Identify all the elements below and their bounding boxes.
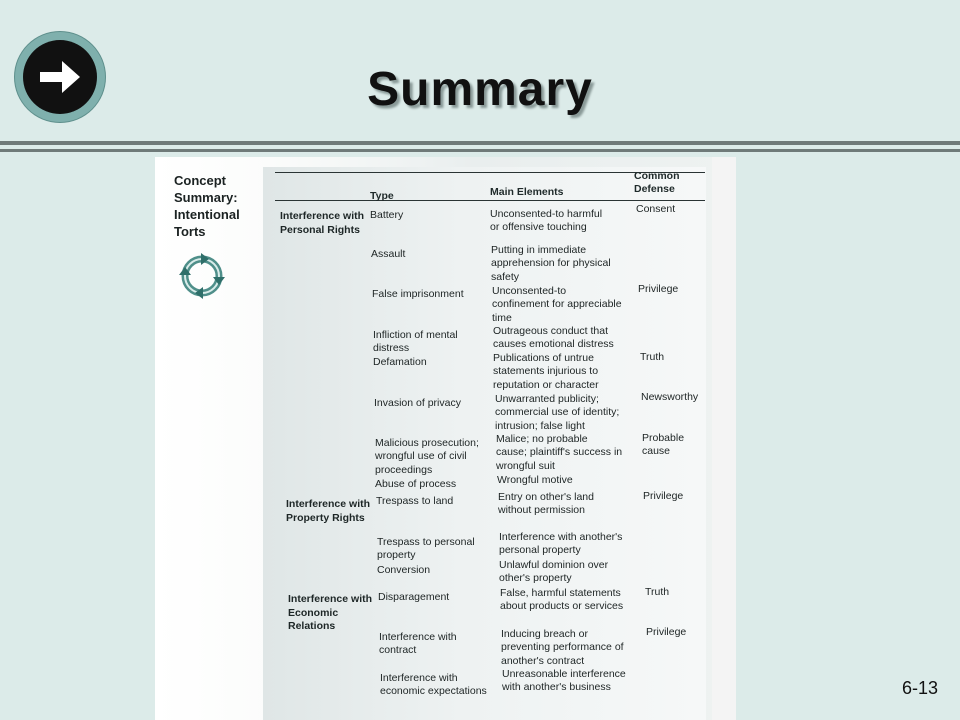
defense-privilege-land: Privilege	[643, 490, 684, 502]
type-conversion: Conversion	[377, 564, 431, 576]
defense-newsworthy: Newsworthy	[641, 391, 699, 403]
element-invasion-of-privacy: Unwarranted publicity; commercial use of identity; intrusion; false light	[495, 393, 620, 432]
type-disparagement: Disparagement	[378, 591, 450, 603]
type-invasion-of-privacy: Invasion of privacy	[374, 397, 461, 409]
type-trespass-personal-property: Trespass to personal property	[377, 536, 475, 562]
type-malicious-prosecution: Malicious prosecution; wrongful use of civil proceedings	[375, 437, 479, 476]
header-rule	[275, 200, 705, 201]
category-economic-relations: Interference with Economic Relations	[288, 593, 373, 632]
element-trespass-to-land: Entry on other's land without permission	[498, 491, 594, 517]
category-personal-rights: Interference with Personal Rights	[280, 210, 365, 236]
type-false-imprisonment: False imprisonment	[372, 288, 464, 300]
scanned-table-image	[155, 157, 736, 720]
defense-truth-defamation: Truth	[640, 351, 665, 363]
category-property-rights: Interference with Property Rights	[286, 498, 371, 524]
type-battery: Battery	[370, 209, 404, 221]
element-conversion: Unlawful dominion over other's property	[499, 559, 609, 585]
element-abuse-of-process: Wrongful motive	[497, 474, 573, 486]
defense-truth-disparagement: Truth	[645, 586, 670, 598]
defense-consent: Consent	[636, 203, 676, 215]
cycle-arrows-icon	[175, 249, 229, 303]
type-abuse-of-process: Abuse of process	[375, 478, 457, 490]
type-trespass-to-land: Trespass to land	[376, 495, 454, 507]
element-trespass-personal-property: Interference with another's personal property	[499, 531, 623, 557]
type-interference-expectations: Interference with economic expectations	[380, 672, 487, 698]
defense-privilege-contract: Privilege	[646, 626, 687, 638]
page-edge	[712, 157, 736, 720]
slide-title: Summary	[367, 63, 593, 116]
element-assault: Putting in immediate apprehension for physical safety	[491, 244, 611, 283]
element-defamation: Publications of untrue statements injurious to reputation or character	[493, 352, 599, 391]
header-main-elements: Main Elements	[490, 186, 564, 198]
element-interference-expectations: Unreasonable interference with another's business	[502, 668, 626, 694]
defense-probable-cause: Probable cause	[642, 432, 685, 458]
title-divider-bottom	[0, 149, 960, 152]
type-mental-distress: Infliction of mental distress	[373, 329, 458, 355]
header-type: Type	[370, 190, 394, 202]
title-divider-top	[0, 141, 960, 145]
element-battery: Unconsented-to harmful or offensive touching	[490, 208, 603, 234]
defense-privilege-imprisonment: Privilege	[638, 283, 679, 295]
header-common-defense: Common Defense	[634, 170, 680, 195]
type-defamation: Defamation	[373, 356, 427, 368]
slide-number: 6-13	[901, 678, 938, 698]
element-interference-contract: Inducing breach or preventing performance of another's contract	[501, 628, 624, 667]
element-mental-distress: Outrageous conduct that causes emotional distress	[493, 325, 614, 351]
concept-summary-title: Concept Summary: Intentional Torts	[174, 173, 240, 239]
type-interference-contract: Interference with contract	[379, 631, 457, 657]
element-false-imprisonment: Unconsented-to confinement for appreciable time	[492, 285, 622, 324]
table-shading	[263, 167, 706, 720]
element-disparagement: False, harmful statements about products or services	[500, 587, 624, 613]
type-assault: Assault	[371, 248, 406, 260]
element-malicious-prosecution: Malice; no probable cause; plaintiff's success in wrongful suit	[496, 433, 623, 472]
